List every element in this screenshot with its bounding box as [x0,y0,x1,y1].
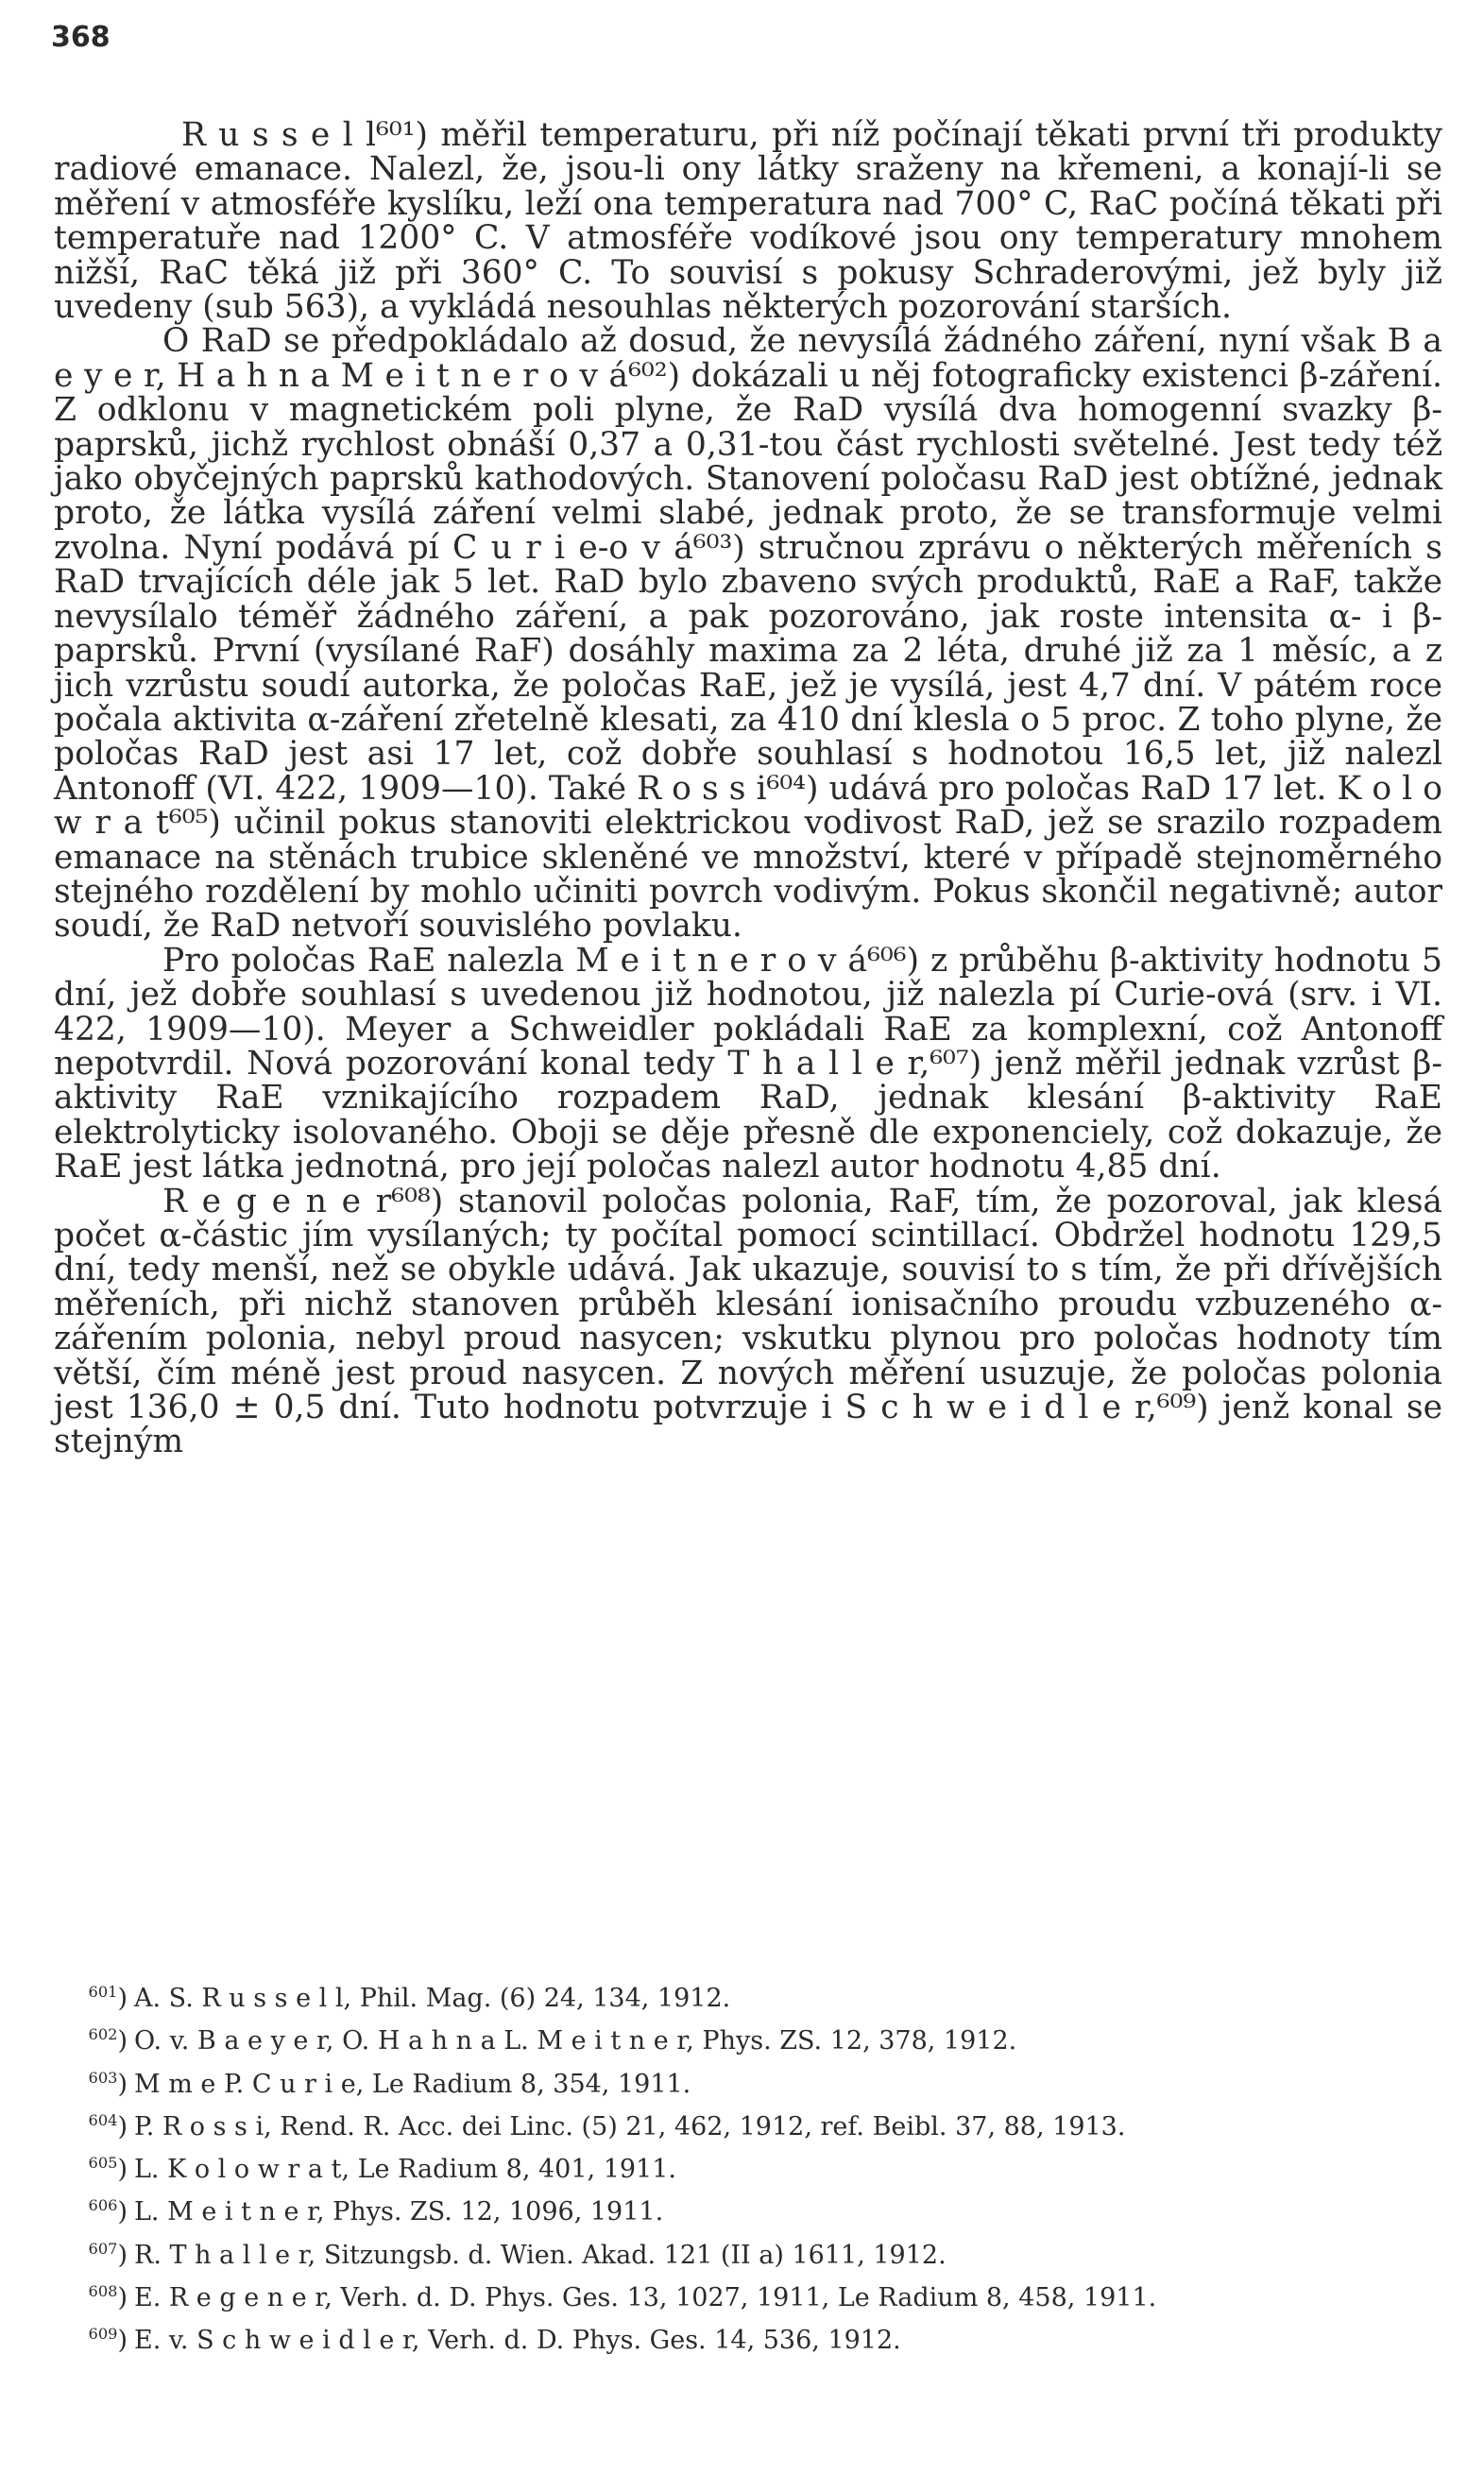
footnote-text: L. M e i t n e r, Phys. ZS. 12, 1096, 1911. [134,2197,664,2227]
footnote [54,2274,1442,2316]
paragraph: Pro poločas RaE nalezla M e i t n e r o v á⁶⁰⁶) z průběhu β-aktivity hodnotu 5 dní, jež dobře souhlasí s uvedenou již hodnotou, již nalezla pí Curie-ová (srv. i VI. 422, 1909—10). Meyer a Schweidler pokládali RaE za komplexní, což Antonoff nepotvrdil. Nová pozorování konal tedy T h a l l e r,⁶⁰⁷) jenž měřil jednak vzrůst β-aktivity RaE vznikajícího rozpadem RaD, jednak klesání β-aktivity RaE elektrolyticky isolovaného. Oboji se děje přesně dle exponenciely, což dokazuje, že RaE jest látka jednotná, pro její poločas nalezl autor hodnotu 4,85 dní. [54,941,1442,1186]
footnote-text: E. v. S c h w e i d l e r, Verh. d. D. Phys. Ges. 14, 536, 1912. [134,2326,901,2356]
footnote [54,2231,1442,2274]
footnote [54,2103,1442,2145]
footnote-text: A. S. R u s s e l l, Phil. Mag. (6) 24, 134, 1912. [134,1984,731,2013]
footnote-text: O. v. B a e y e r, O. H a h n a L. M e i t n e r, Phys. ZS. 12, 378, 1912. [134,2026,1017,2056]
footnote-text: M m e P. C u r i e, Le Radium 8, 354, 1911. [134,2069,691,2099]
footnote [54,2316,1442,2359]
paragraph: R e g e n e r⁶⁰⁸) stanovil poločas polonia, RaF, tím, že pozoroval, jak klesá počet α-částic jím vysílaných; ty počítal pomocí scintillací. Obdržel hodnotu 129,5 dní, tedy menší, než se obykle udává. Jak ukazuje, souvisí to s tím, že při dřívějších měřeních, při nichž stanoven průběh klesání ionisačního proudu vzbuzeného α-zářením polonia, nebyl proud nasycen; vskutku plynou pro poločas hodnoty tím větší, čím méně jest proud nasycen. Z nových měření usuzuje, že poločas polonia jest 136,0 ± 0,5 dní. Tuto hodnotu potvrzuje i S c h w e i d l e r,⁶⁰⁹) jenž konal se stejným [54,1182,1442,1461]
footnote-text: L. K o l o w r a t, Le Radium 8, 401, 1911. [134,2155,676,2185]
footnote [54,2017,1442,2059]
footnote [54,2145,1442,2188]
footnote [54,1974,1442,2017]
footnote [54,2060,1442,2103]
footnote-text: P. R o s s i, Rend. R. Acc. dei Linc. (5) 21, 462, 1912, ref. Beibl. 37, 88, 1913. [134,2111,1126,2141]
footnote-text: E. R e g e n e r, Verh. d. D. Phys. Ges. 13, 1027, 1911, Le Radium 8, 458, 1911. [134,2283,1157,2313]
footnote [54,2188,1442,2230]
paragraph: R u s s e l l⁶⁰¹) měřil temperaturu, při níž počínají těkati první tři produkty radiové emanace. Nalezl, že, jsou-li ony látky sraženy na křemeni, a konají-li se měření v atmosféře kyslíku, leží ona temperatura nad 700° C, RaC počíná těkati při temperatuře nad 1200° C. V atmosféře vodíkové jsou ony temperatury mnohem nižší, RaC těká již při 360° C. To souvisí s pokusy Schraderovými, jež byly již uvedeny (sub 563), a vykládá nesouhlas některých pozorování starších. [54,116,1442,327]
footnote-mark: $^{605}$) [88,2154,128,2185]
page-number: 368 [51,21,111,54]
footnote-mark: $^{604}$) [88,2110,128,2141]
footnote-mark: $^{606}$) [88,2196,128,2227]
footnote-mark: $^{608}$) [88,2282,128,2313]
footnote-mark: $^{603}$) [88,2068,128,2099]
body-text [54,118,1442,1459]
footnote-mark: $^{602}$) [88,2025,128,2056]
footnotes [54,1974,1442,2360]
footnote-mark: $^{609}$) [88,2325,128,2356]
footnote-mark: $^{601}$) [88,1983,128,2013]
paragraph: O RaD se předpokládalo až dosud, že nevysílá žádného záření, nyní však B a e y e r, H a h n a M e i t n e r o v á⁶⁰²) dokázali u něj fotograficky existenci β-záření. Z odklonu v magnetickém poli plyne, že RaD vysílá dva homogenní svazky β-paprsků, jichž rychlost obnáší 0,37 a 0,31-tou část rychlosti světelné. Jest tedy též jako obyčejných paprsků kathodových. Stanovení poločasu RaD jest obtížné, jednak proto, že látka vysílá záření velmi slabé, jednak proto, že se transformuje velmi zvolna. Nyní podává pí C u r i e-o v á⁶⁰³) stručnou zprávu o některých měřeních s RaD trvajících déle jak 5 let. RaD bylo zbaveno svých produktů, RaE a RaF, takže nevysílalo téměř žádného záření, a pak pozorováno, jak roste intensita α- i β-paprsků. První (vysílané RaF) dosáhly maxima za 2 léta, druhé již za 1 měsíc, a z jich vzrůstu soudí autorka, že poločas RaE, jež je vysílá, jest 4,7 dní. V pátém roce počala aktivita α-záření zřetelně klesati, za 410 dní klesla o 5 proc. Z toho plyne, že poločas RaD jest asi 17 let, což dobře souhlasí s hodnotou 16,5 let, již nalezl Antonoff (VI. 422, 1909—10). Také R o s s i⁶⁰⁴) udává pro poločas RaD 17 let. K o l o w r a t⁶⁰⁵) učinil pokus stanoviti elektrickou vodivost RaD, jež se srazilo rozpadem emanace na stěnách trubice skleněné ve množství, které v případě stejnoměrného stejného rozdělení by mohlo učiniti povrch vodivým. Pokus skončil negativně; autor soudí, že RaD netvoří souvislého povlaku. [54,322,1442,946]
footnote-mark: $^{607}$) [88,2239,128,2270]
footnote-text: R. T h a l l e r, Sitzungsb. d. Wien. Akad. 121 (II a) 1611, 1912. [134,2240,947,2270]
